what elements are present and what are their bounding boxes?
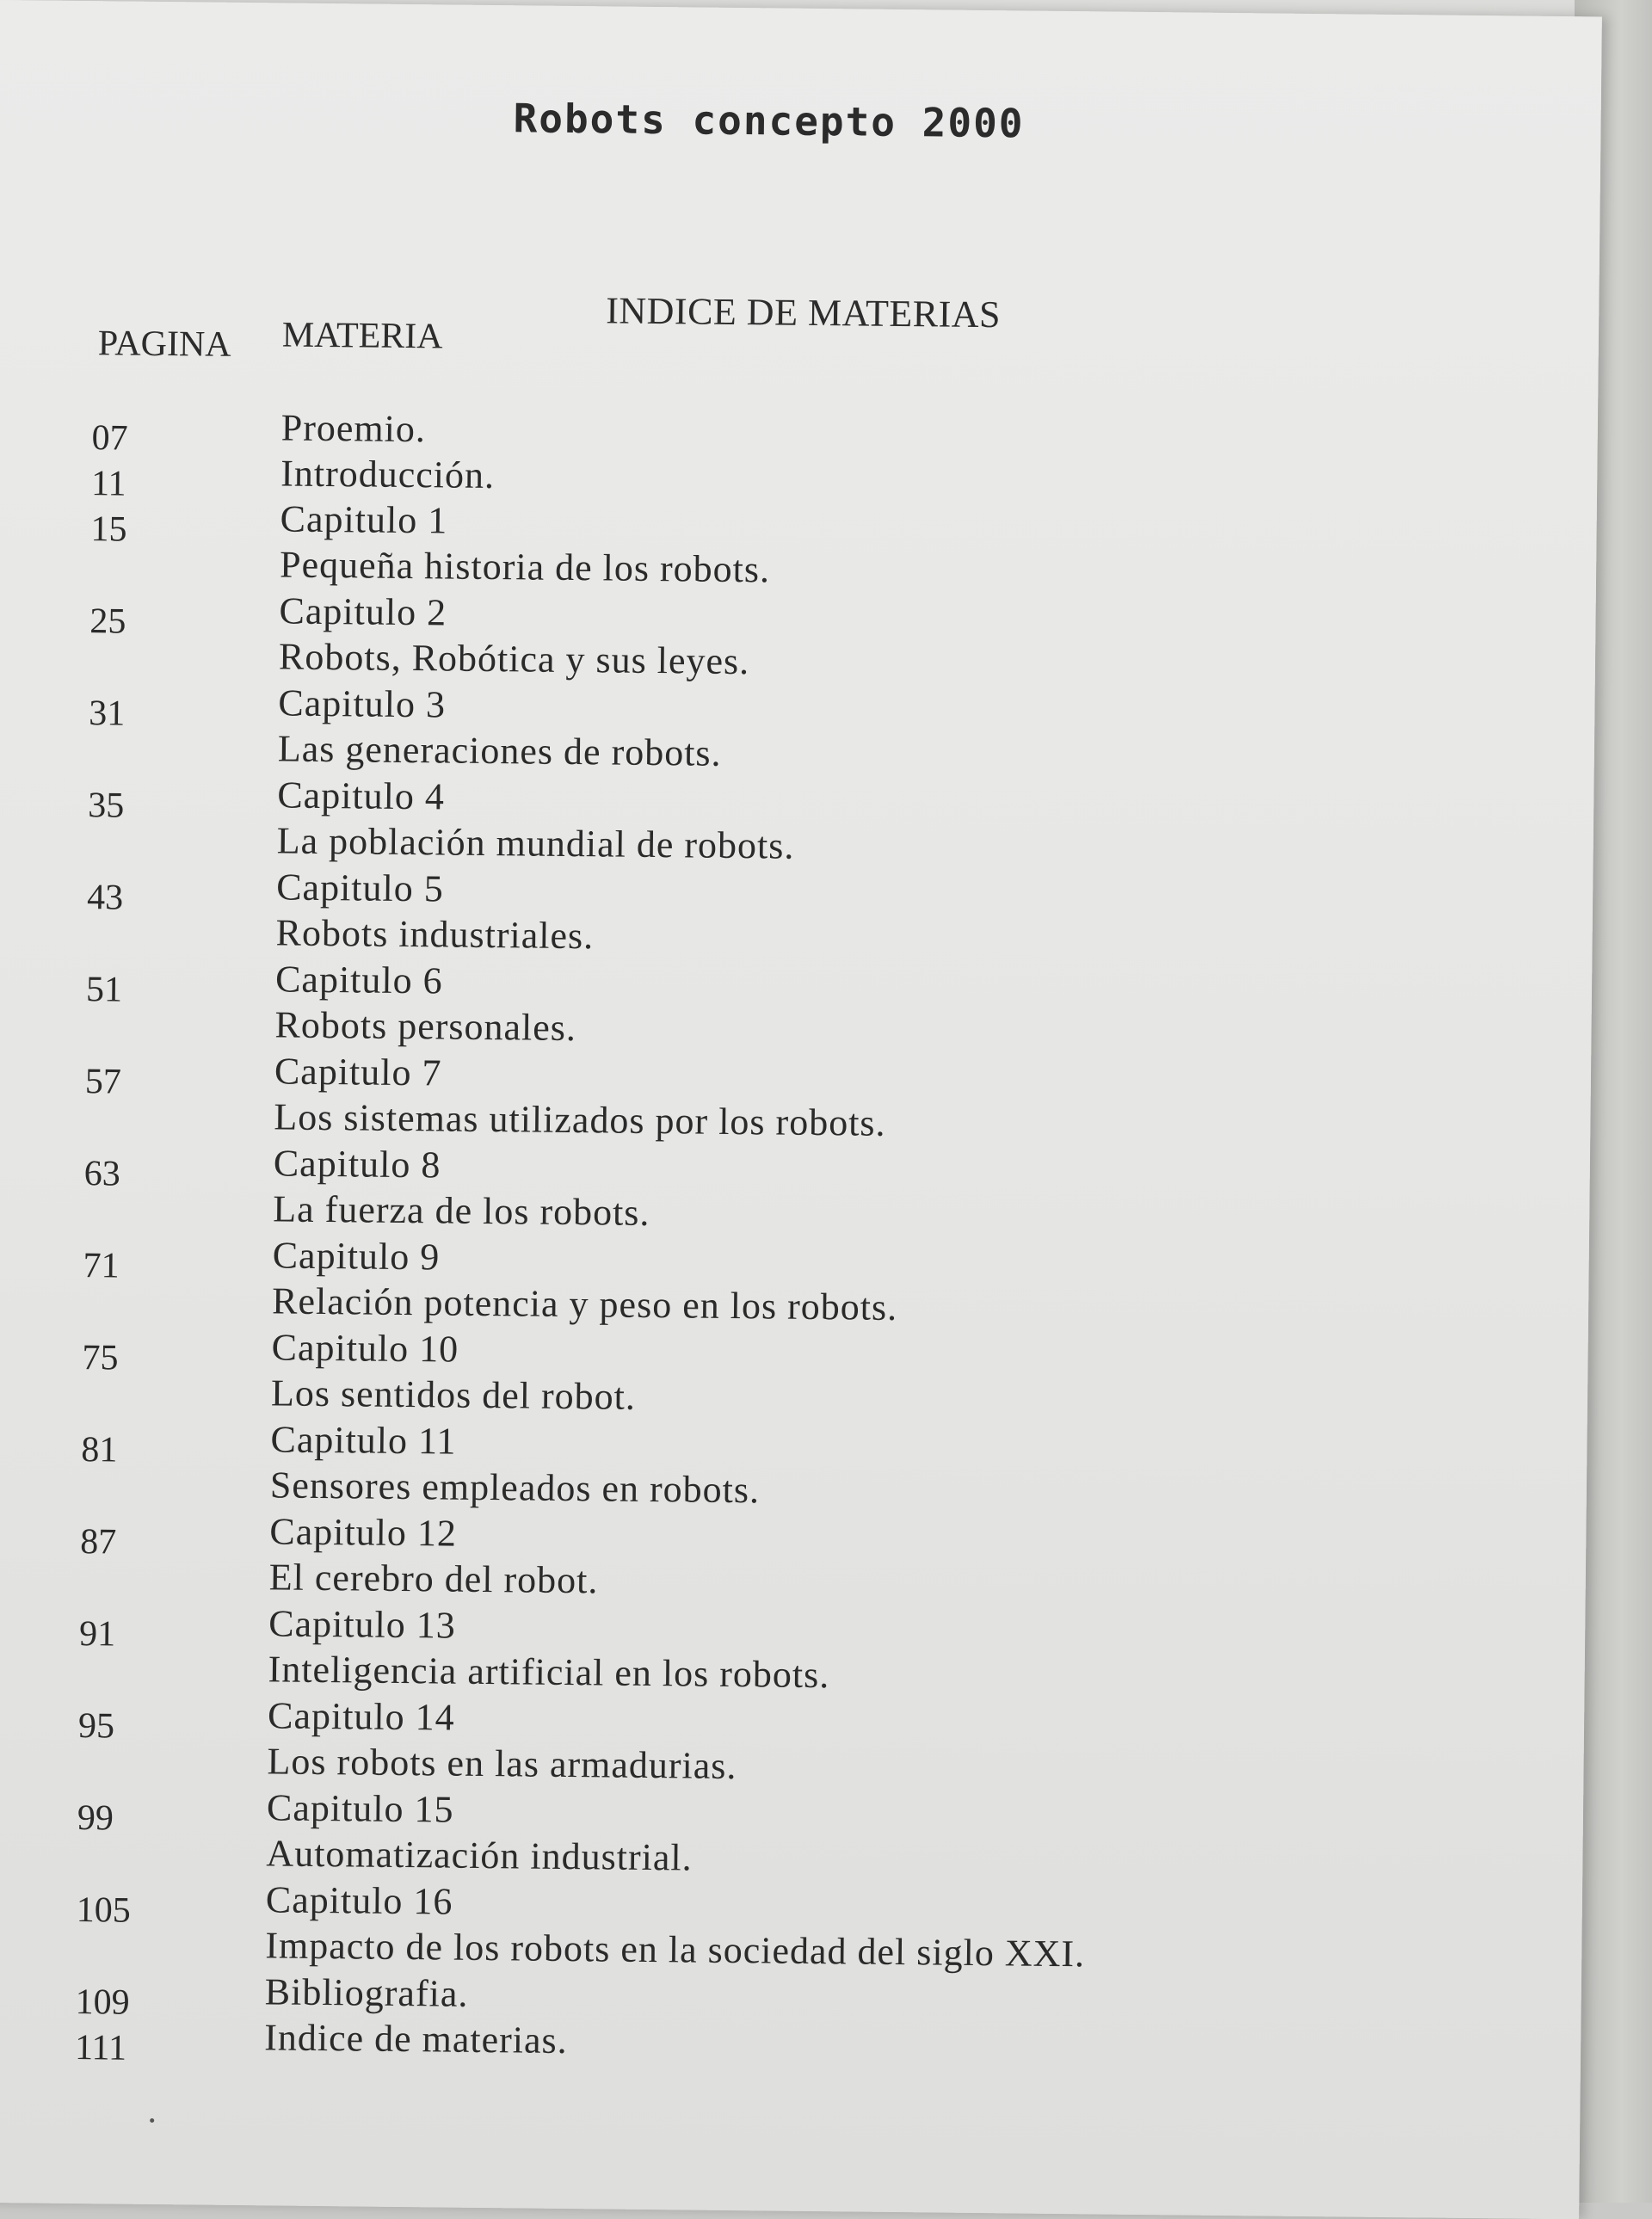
toc-page-number: 63	[83, 1154, 120, 1194]
toc-page-number: 07	[91, 418, 128, 459]
toc-page-number: 87	[79, 1522, 117, 1563]
toc-page-number: 75	[82, 1338, 119, 1378]
toc-page-number: 71	[83, 1246, 120, 1286]
toc-chapter-title: Las generaciones de robots.	[277, 727, 722, 774]
toc-entry	[0, 862, 1453, 970]
toc-chapter-title: Sensores empleados en robots.	[269, 1464, 761, 1512]
toc-title: Proemio.	[280, 406, 427, 451]
book-title: Robots concepto 2000	[513, 95, 1025, 147]
toc-page-number: 81	[81, 1430, 118, 1470]
column-header-page: PAGINA	[97, 324, 231, 365]
toc-entry	[0, 770, 1455, 878]
toc-chapter-title: Pequeña historia de los robots.	[279, 543, 771, 591]
toc-page-number: 91	[78, 1614, 116, 1655]
toc-chapter-label: Capitulo 11	[270, 1418, 457, 1463]
toc-entry	[0, 954, 1452, 1062]
toc-chapter-label: Capitulo 13	[268, 1602, 457, 1647]
toc-page-number: 15	[90, 509, 127, 550]
toc-page-number: 31	[89, 693, 126, 734]
toc-chapter-title: Automatización industrial.	[266, 1832, 693, 1879]
toc-page-number: 105	[76, 1890, 131, 1931]
toc-chapter-label: Capitulo 12	[269, 1510, 458, 1555]
toc-chapter-title: Impacto de los robots en la sociedad del siglo XXI.	[265, 1924, 1086, 1976]
toc-page-number: 57	[84, 1062, 122, 1102]
toc-chapter-title: Inteligencia artificial en los robots.	[268, 1648, 830, 1697]
toc-chapter-title: El cerebro del robot.	[268, 1556, 599, 1602]
toc-page-number: 109	[75, 1982, 130, 2023]
toc-page-number: 99	[77, 1798, 114, 1839]
toc-entry	[0, 1046, 1452, 1154]
toc-page-number: 43	[86, 878, 124, 918]
toc-entry	[0, 1322, 1449, 1430]
toc-chapter-title: La fuerza de los robots.	[273, 1187, 650, 1234]
toc-entry	[0, 1230, 1450, 1338]
toc-entry	[0, 1507, 1447, 1614]
paper-speck	[150, 2118, 154, 2123]
toc-chapter-label: Capitulo 14	[267, 1694, 455, 1739]
column-header-subject: MATERIA	[281, 315, 443, 357]
toc-entry	[0, 678, 1456, 786]
toc-chapter-label: Capitulo 6	[274, 958, 443, 1002]
toc-entry	[0, 1783, 1444, 1890]
toc-title: Indice de materias.	[263, 2016, 568, 2062]
toc-chapter-label: Capitulo 1	[280, 497, 448, 542]
toc-chapter-title: Robots personales.	[274, 1003, 577, 1050]
toc-chapter-label: Capitulo 5	[275, 866, 445, 910]
toc-entry	[0, 1138, 1451, 1246]
toc-entry	[0, 1599, 1446, 1706]
toc-chapter-title: Robots industriales.	[275, 911, 595, 958]
toc-chapter-label: Capitulo 9	[272, 1234, 441, 1279]
toc-chapter-title: Los sentidos del robot.	[270, 1371, 637, 1418]
toc-chapter-label: Capitulo 16	[265, 1878, 453, 1923]
toc-page-number: 11	[90, 464, 126, 504]
toc-title: Introducción.	[280, 452, 496, 497]
table-of-contents	[0, 403, 1458, 2074]
toc-chapter-label: Capitulo 7	[274, 1050, 442, 1094]
toc-title: Bibliografia.	[264, 1970, 469, 2015]
toc-chapter-label: Capitulo 4	[277, 774, 446, 818]
toc-entry	[0, 1415, 1448, 1522]
toc-entry	[0, 1875, 1443, 1982]
toc-chapter-title: Robots, Robótica y sus leyes.	[278, 635, 750, 683]
toc-chapter-label: Capitulo 2	[279, 589, 447, 634]
toc-page-number: 35	[87, 786, 125, 826]
toc-entry	[0, 1691, 1445, 1798]
toc-page-number: 51	[85, 970, 123, 1010]
toc-chapter-label: Capitulo 8	[273, 1142, 441, 1187]
toc-page-number: 111	[74, 2028, 127, 2068]
toc-chapter-label: Capitulo 10	[271, 1326, 459, 1371]
toc-page-number: 25	[89, 601, 126, 642]
toc-entry	[0, 494, 1458, 601]
toc-chapter-title: Relación potencia y peso en los robots.	[271, 1279, 898, 1329]
toc-chapter-title: Los robots en las armadurias.	[267, 1740, 737, 1788]
toc-page-number: 95	[77, 1706, 115, 1747]
index-title: INDICE DE MATERIAS	[606, 289, 1002, 336]
toc-chapter-title: La población mundial de robots.	[276, 819, 795, 867]
toc-chapter-label: Capitulo 3	[278, 681, 447, 726]
toc-chapter-title: Los sistemas utilizados por los robots.	[274, 1095, 886, 1144]
toc-chapter-label: Capitulo 15	[266, 1786, 454, 1831]
toc-entry	[0, 586, 1457, 693]
